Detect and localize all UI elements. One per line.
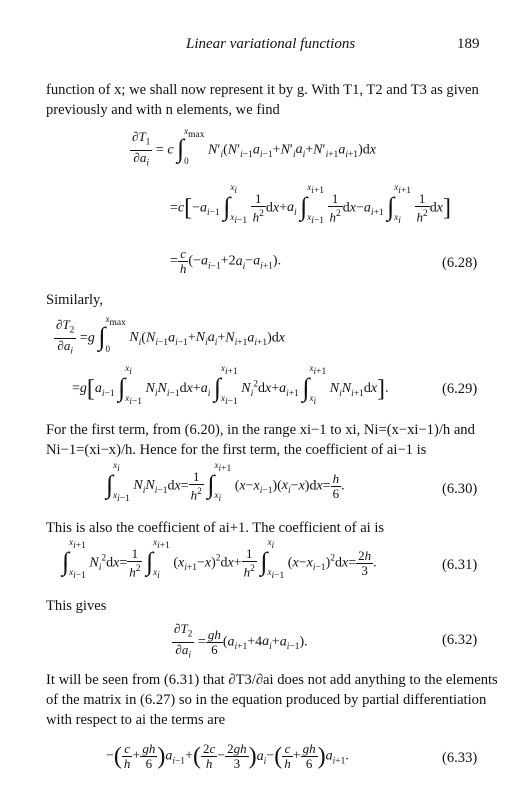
paragraph-this-gives: This gives [46, 598, 107, 614]
page-number: 189 [457, 36, 480, 52]
running-header-title: Linear variational functions [186, 36, 356, 52]
paragraph-closing-line2: of the matrix in (6.27) so in the equation produced by partial differentiation [46, 692, 487, 708]
equation-6-28-line1: $\frac{\partial T_1}{\partial a_i}$ = c ∫ $x_{max}$ 0 $N'_i(N'_{i-1}a_{i-1}+N'_ia_i+N'_{i+1}a_{i+1})dx$ [132, 126, 376, 169]
paragraph-first-term-line2: Ni−1=(xi−x)/h. Hence for the first term, the coefficient of ai−1 is [46, 442, 427, 458]
equation-6-30: ∫ $x_i$ $x_{i-1}$ $N_iN_{i-1}dx=$ $\frac{1}{h^2}$ ∫ $x_{i+1}$ $x_i$ $(x-x_{i-1})(x_i-x)dx=$ $\frac{h}{6}$ . [106, 460, 345, 504]
equation-6-32: $\frac{\partial T_2}{\partial a_i}$ = $\frac{gh}{6}$ $(a_{i+1}+4a_i+a_{i-1})$. [174, 621, 308, 661]
paragraph-first-term-line1: For the first term, from (6.20), in the range xi−1 to xi, Ni=(x−xi−1)/h and [46, 422, 475, 438]
paragraph-coefficient: This is also the coefficient of ai+1. The coefficient of ai is [46, 520, 385, 536]
equation-number-6-32: (6.32) [442, 632, 478, 648]
equation-number-6-28: (6.28) [442, 255, 478, 271]
paragraph-closing-line3: with respect to ai the terms are [46, 712, 226, 728]
paragraph-intro-line2: previously and with n elements, we find [46, 102, 280, 118]
equation-number-6-30: (6.30) [442, 481, 478, 497]
equation-6-28-line2: $=c[-a_{i-1}$ ∫ $x_i$ $x_{i-1}$ $\frac{1}{h^2}$ $dx+a_i$ ∫ $x_{i+1}$ $x_{i-1}$ $\frac{1}{h^2}$ $dx-a_{i+1}$ ∫ $x_{i+1}$ $x_i$ $\frac{1}{h^2}$ dx] [170, 182, 452, 226]
paragraph-closing-line1: It will be seen from (6.31) that ∂T3/∂ai does not add anything to the elements [46, 672, 498, 688]
equation-6-31: ∫ $x_{i+1}$ $x_{i-1}$ $N_i^2dx=$ $\frac{1}{h^2}$ ∫ $x_{i+1}$ $x_i$ $(x_{i+1}-x)^2dx+$ $\frac{1}{h^2}$ ∫ $x_i$ $x_{i-1}$ $(x-x_{i-1})^2dx=$ $\frac{2h}{3}$ . [62, 537, 377, 581]
equation-6-29-line1: $\frac{\partial T_2}{\partial a_i}$ =g ∫ $x_{max}$ 0 $N_i(N_{i-1}a_{i-1}+N_ia_i+N_{i+1}a_{i+1})dx$ [56, 314, 285, 357]
paragraph-intro-line1: function of x; we shall now represent it by g. With T1, T2 and T3 as given [46, 82, 479, 98]
equation-number-6-33: (6.33) [442, 750, 478, 766]
equation-6-33: −( $\frac{c}{h}$ + $\frac{gh}{6}$ )$a_{i-1}+$( $\frac{2c}{h}$ − $\frac{2gh}{3}$ )$a_i-$( $\frac{c}{h}$ + $\frac{gh}{6}$ )$a_{i+1}$. [106, 741, 349, 771]
equation-number-6-29: (6.29) [442, 381, 478, 397]
equation-6-29-line2: $=g[a_{i-1}$ ∫ $x_i$ $x_{i-1}$ $N_iN_{i-1}dx+a_i$ ∫ $x_{i+1}$ $x_{i-1}$ $N_i^2dx+a_{i+1}$ ∫ $x_{i+1}$ $x_i$ $N_iN_{i+1}dx$]. [72, 363, 389, 407]
equation-number-6-31: (6.31) [442, 557, 478, 573]
equation-6-28-line3: = $\frac{c}{h}$ $(-a_{i-1}+2a_i-a_{i+1})$. [170, 246, 282, 276]
paragraph-similarly: Similarly, [46, 292, 104, 308]
